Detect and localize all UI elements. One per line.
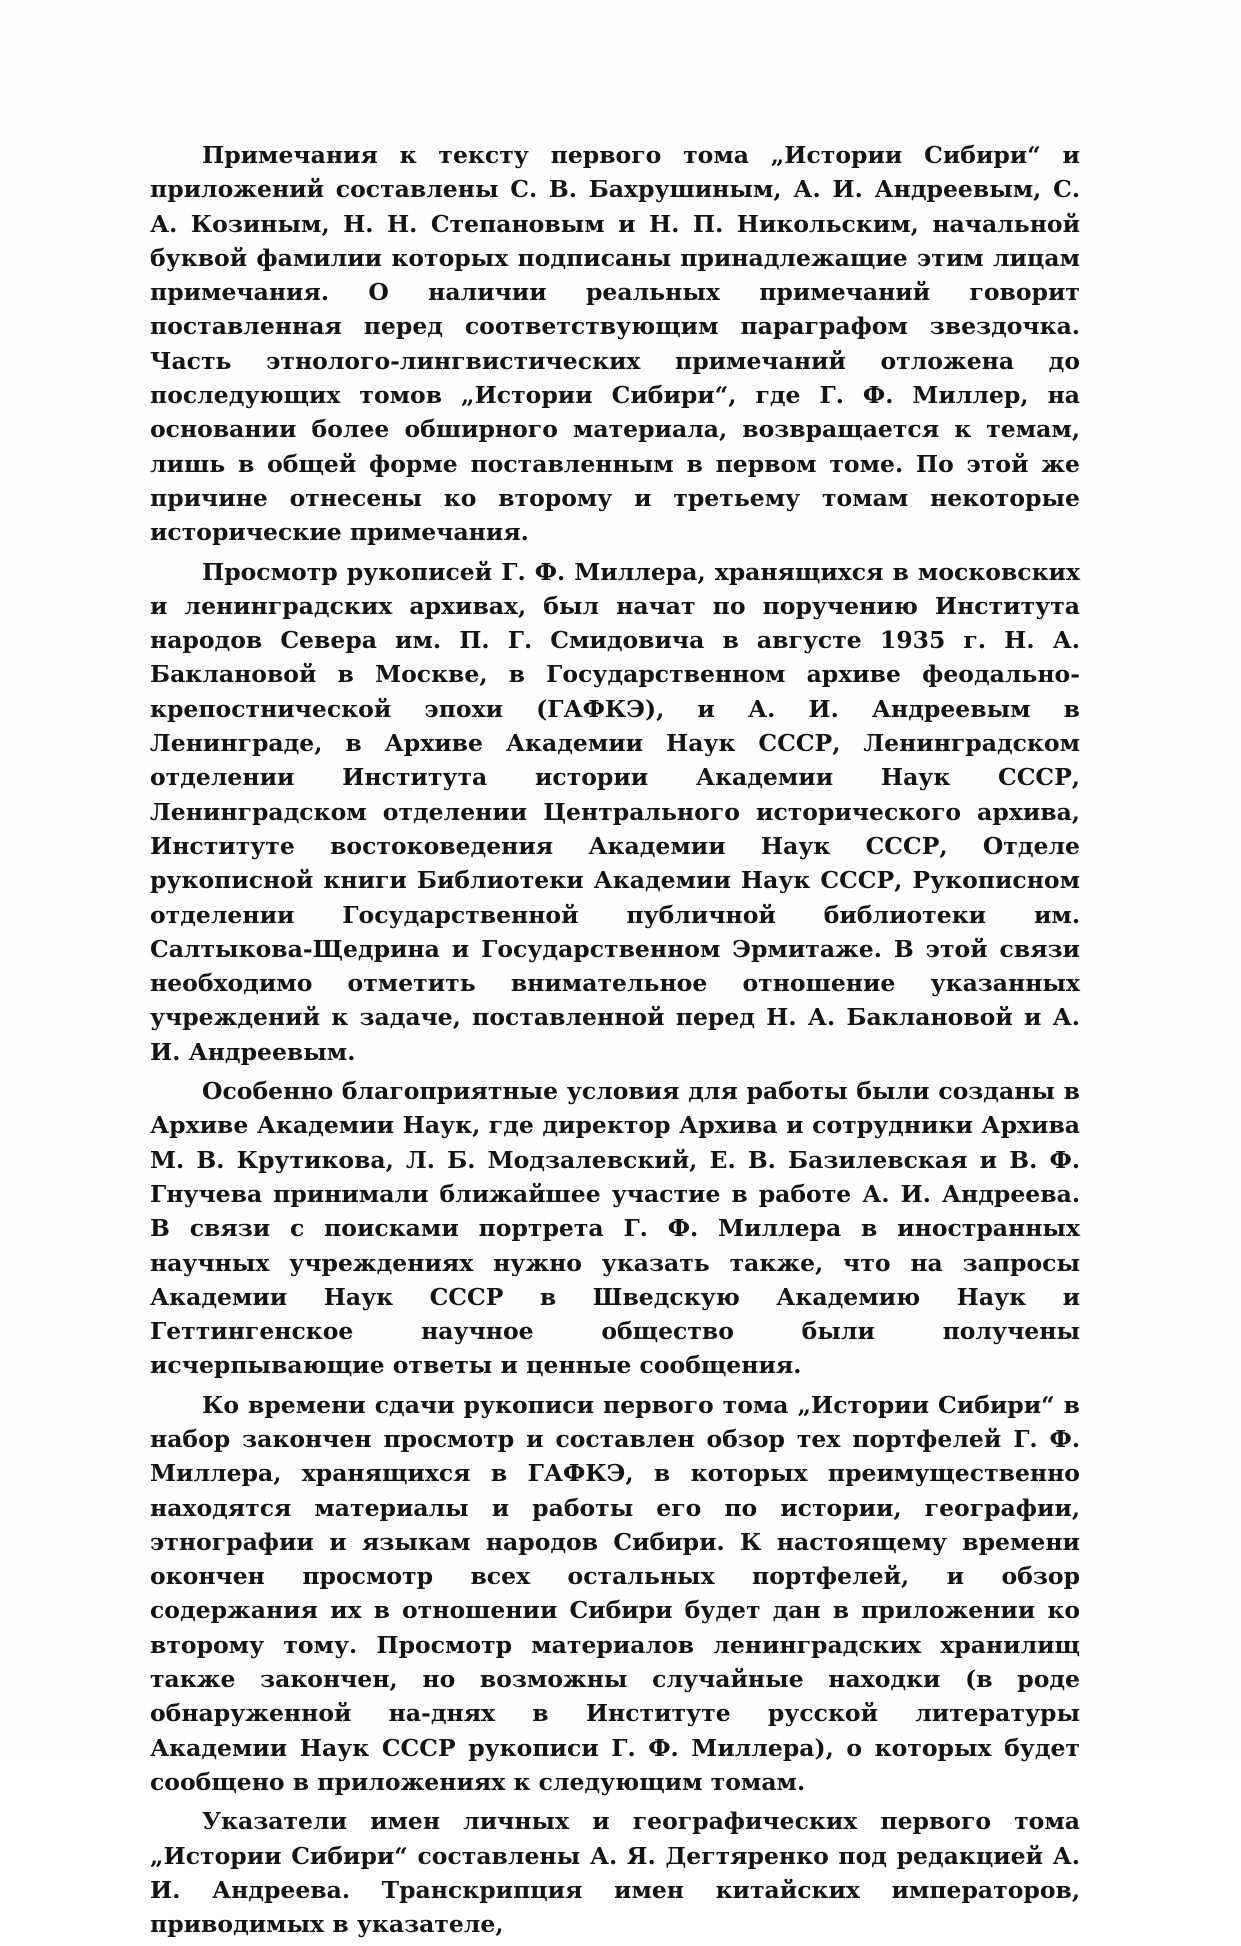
paragraph-archive-conditions: Особенно благоприятные условия для работы были созданы в Архиве Академии Наук, где директор Архива и сотрудники Архива М. В. Крутикова, Л. Б. Модзалевский, Е. В. Базилевская и В. Ф. Гнучева принимали ближайшее участие в работе А. И. Андреева. В связи с поисками портрета Г. Ф. Миллера в иностранных научных учреждениях нужно указать также, что на запросы Академии Наук СССР в Шведскую Академию Наук и Геттингенское научное общество были получены исчерпывающие ответы и ценные сообщения.	[150, 1077, 1080, 1380]
body-text	[150, 138, 1080, 1946]
paragraph-manuscripts: Просмотр рукописей Г. Ф. Миллера, хранящихся в московских и ленинградских архивах, был начат по поручению Института народов Севера им. П. Г. Смидовича в августе 1935 г. Н. А. Баклановой в Москве, в Государственном архиве феодально-крепостнической эпохи (ГАФКЭ), и А. И. Андреевым в Ленинграде, в Архиве Академии Наук СССР, Ленинградском отделении Института истории Академии Наук СССР, Ленинградском отделении Центрального исторического архива, Институте востоковедения Академии Наук СССР, Отделе рукописной книги Библиотеки Академии Наук СССР, Рукописном отделении Государственной публичной библиотеки им. Салтыкова-Щедрина и Государственном Эрмитаже. В этой связи необходимо отметить внимательное отношение указанных учреждений к задаче, поставленной перед Н. А. Баклановой и А. И. Андреевым.	[150, 557, 1080, 1066]
paragraph-notes: Примечания к тексту первого тома „Истории Сибири“ и приложений составлены С. В. Бахрушиным, А. И. Андреевым, С. А. Козиным, Н. Н. Степановым и Н. П. Никольским, начальной буквой фамилии которых подписаны принадлежащие этим лицам примечания. О наличии реальных примечаний говорит поставленная перед соответствующим параграфом звездочка. Часть этнолого-лингвистических примечаний отложена до последующих томов „Истории Сибири“, где Г. Ф. Миллер, на основании более обширного материала, возвращается к темам, лишь в общей форме поставленным в первом томе. По этой же причине отнесены ко второму и третьему томам некоторые исторические примечания.	[150, 141, 1080, 547]
paragraph-indexes: Указатели имен личных и географических первого тома „Истории Сибири“ составлены А. Я. Дегтяренко под редакцией А. И. Андреева. Транскрипция имен китайских императоров, приводимых в указателе,	[150, 1807, 1080, 1939]
paragraph-review-status: Ко времени сдачи рукописи первого тома „Истории Сибири“ в набор закончен просмотр и составлен обзор тех портфелей Г. Ф. Миллера, хранящихся в ГАФКЭ, в которых преимущественно находятся материалы и работы его по истории, географии, этнографии и языкам народов Сибири. К настоящему времени окончен просмотр всех остальных портфелей, и обзор содержания их в отношении Сибири будет дан в приложении ко второму тому. Просмотр материалов ленинградских хранилищ также закончен, но возможны случайные находки (в роде обнаруженной на-днях в Институте русской литературы Академии Наук СССР рукописи Г. Ф. Миллера), о которых будет сообщено в приложениях к следующим томам.	[150, 1390, 1080, 1796]
